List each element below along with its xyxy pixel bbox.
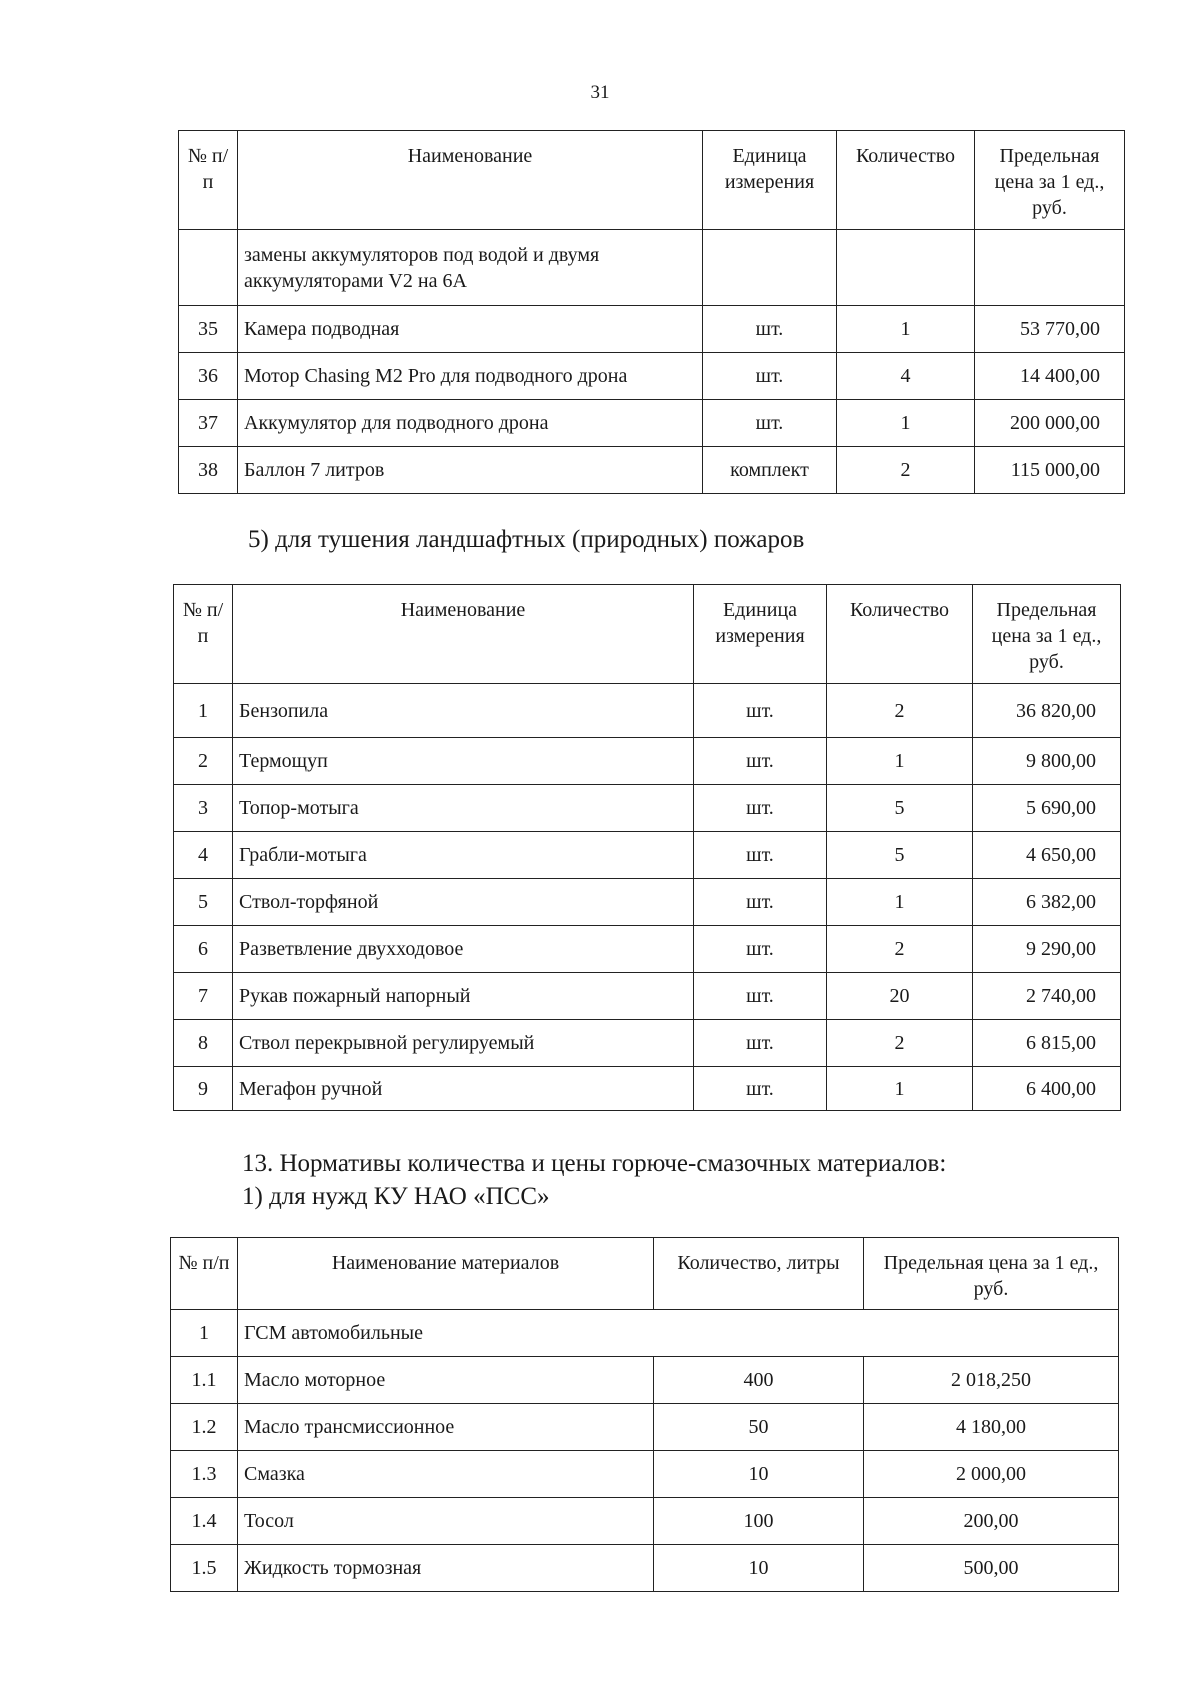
row-quantity: 4	[837, 353, 975, 400]
row-name: Мегафон ручной	[233, 1067, 694, 1111]
row-name: Ствол перекрывной регулируемый	[233, 1020, 694, 1067]
row-name: Термощуп	[233, 738, 694, 785]
group-name: ГСМ автомобильные	[238, 1310, 1119, 1357]
row-quantity: 2	[827, 1020, 973, 1067]
row-number: 37	[179, 400, 238, 447]
row-name: Баллон 7 литров	[238, 447, 703, 494]
section-heading-wildfire: 5) для тушения ландшафтных (природных) пожаров	[248, 526, 805, 553]
header-number: № п/п	[174, 585, 233, 684]
row-quantity: 2	[837, 447, 975, 494]
row-quantity: 1	[827, 738, 973, 785]
header-quantity: Количество	[837, 131, 975, 230]
row-name: Масло моторное	[238, 1357, 654, 1404]
table-row	[171, 1357, 1119, 1404]
table-row	[179, 230, 1125, 306]
table-row	[174, 738, 1121, 785]
row-name: Бензопила	[233, 684, 694, 738]
row-number: 36	[179, 353, 238, 400]
row-quantity: 5	[827, 832, 973, 879]
row-price: 2 000,00	[864, 1451, 1119, 1498]
header-price: Предельная цена за 1 ед., руб.	[864, 1238, 1119, 1310]
row-unit: шт.	[694, 926, 827, 973]
row-quantity: 1	[827, 1067, 973, 1111]
row-unit: шт.	[694, 1020, 827, 1067]
row-name: Масло трансмиссионное	[238, 1404, 654, 1451]
row-unit: шт.	[694, 1067, 827, 1111]
table-row	[171, 1451, 1119, 1498]
row-number: 9	[174, 1067, 233, 1111]
row-unit: шт.	[703, 306, 837, 353]
row-unit: шт.	[703, 353, 837, 400]
row-price: 36 820,00	[973, 684, 1121, 738]
table-header-row	[174, 585, 1121, 684]
row-name: Камера подводная	[238, 306, 703, 353]
row-unit: шт.	[694, 832, 827, 879]
row-unit: шт.	[703, 400, 837, 447]
row-name: Ствол-торфяной	[233, 879, 694, 926]
row-quantity: 20	[827, 973, 973, 1020]
table-header-row	[171, 1238, 1119, 1310]
table-row	[171, 1404, 1119, 1451]
section-heading-fuel-line1: 13. Нормативы количества и цены горюче-смазочных материалов:	[242, 1150, 947, 1177]
row-name: Грабли-мотыга	[233, 832, 694, 879]
row-number: 3	[174, 785, 233, 832]
header-material-name: Наименование материалов	[238, 1238, 654, 1310]
row-price: 6 382,00	[973, 879, 1121, 926]
row-quantity: 2	[827, 684, 973, 738]
row-price: 4 650,00	[973, 832, 1121, 879]
row-number: 5	[174, 879, 233, 926]
table-row	[171, 1498, 1119, 1545]
row-number: 1.4	[171, 1498, 238, 1545]
row-price: 53 770,00	[975, 306, 1125, 353]
row-quantity: 10	[654, 1451, 864, 1498]
row-number: 38	[179, 447, 238, 494]
row-price: 6 400,00	[973, 1067, 1121, 1111]
row-unit: шт.	[694, 785, 827, 832]
group-number: 1	[171, 1310, 238, 1357]
row-number: 1	[174, 684, 233, 738]
table-row	[174, 973, 1121, 1020]
table-row	[174, 1020, 1121, 1067]
row-quantity: 400	[654, 1357, 864, 1404]
table-row	[179, 447, 1125, 494]
header-name: Наименование	[233, 585, 694, 684]
section-heading-fuel	[242, 1148, 946, 1213]
row-unit: шт.	[694, 973, 827, 1020]
row-quantity: 10	[654, 1545, 864, 1592]
row-name: Топор-мотыга	[233, 785, 694, 832]
row-number: 8	[174, 1020, 233, 1067]
row-name: Тосол	[238, 1498, 654, 1545]
row-number: 1.2	[171, 1404, 238, 1451]
row-price: 5 690,00	[973, 785, 1121, 832]
row-price: 200 000,00	[975, 400, 1125, 447]
table-row	[174, 926, 1121, 973]
row-quantity: 1	[837, 400, 975, 447]
row-unit: шт.	[694, 879, 827, 926]
header-number: № п/п	[171, 1238, 238, 1310]
table-row	[174, 684, 1121, 738]
row-name: Разветвление двухходовое	[233, 926, 694, 973]
header-number: № п/п	[179, 131, 238, 230]
header-price: Предельная цена за 1 ед., руб.	[975, 131, 1125, 230]
table-group-row	[171, 1310, 1119, 1357]
header-price: Предельная цена за 1 ед., руб.	[973, 585, 1121, 684]
row-number: 4	[174, 832, 233, 879]
table-row	[179, 353, 1125, 400]
continuation-text: замены аккумуляторов под водой и двумя аккумуляторами V2 на 6А	[238, 230, 703, 306]
row-name: Аккумулятор для подводного дрона	[238, 400, 703, 447]
row-quantity: 100	[654, 1498, 864, 1545]
page-number: 31	[590, 82, 610, 103]
section-heading-fuel-line2: 1) для нужд КУ НАО «ПСС»	[242, 1182, 550, 1210]
table-row	[179, 400, 1125, 447]
row-name: Мотор Chasing M2 Pro для подводного дрона	[238, 353, 703, 400]
table-row	[174, 1067, 1121, 1111]
row-number: 2	[174, 738, 233, 785]
row-number: 1.1	[171, 1357, 238, 1404]
row-name: Смазка	[238, 1451, 654, 1498]
header-unit: Единица измерения	[694, 585, 827, 684]
row-price: 9 800,00	[973, 738, 1121, 785]
row-number: 6	[174, 926, 233, 973]
row-quantity: 2	[827, 926, 973, 973]
wildfire-equipment-table	[173, 584, 1121, 1111]
row-name: Рукав пожарный напорный	[233, 973, 694, 1020]
header-name: Наименование	[238, 131, 703, 230]
header-quantity-liters: Количество, литры	[654, 1238, 864, 1310]
row-quantity: 1	[837, 306, 975, 353]
table-row	[174, 879, 1121, 926]
table-header-row	[179, 131, 1125, 230]
row-price: 6 815,00	[973, 1020, 1121, 1067]
fuel-lubricants-table	[170, 1237, 1119, 1592]
table-row	[174, 832, 1121, 879]
header-unit: Единица измерения	[703, 131, 837, 230]
table-row	[174, 785, 1121, 832]
row-price: 2 740,00	[973, 973, 1121, 1020]
row-number: 1.3	[171, 1451, 238, 1498]
header-quantity: Количество	[827, 585, 973, 684]
row-number: 7	[174, 973, 233, 1020]
row-price: 115 000,00	[975, 447, 1125, 494]
row-price: 500,00	[864, 1545, 1119, 1592]
row-number: 35	[179, 306, 238, 353]
table-row	[179, 306, 1125, 353]
row-price: 200,00	[864, 1498, 1119, 1545]
row-number: 1.5	[171, 1545, 238, 1592]
table-row	[171, 1545, 1119, 1592]
equipment-table-continued	[178, 130, 1125, 494]
row-unit: шт.	[694, 738, 827, 785]
row-price: 9 290,00	[973, 926, 1121, 973]
row-unit: комплект	[703, 447, 837, 494]
row-quantity: 5	[827, 785, 973, 832]
row-price: 2 018,250	[864, 1357, 1119, 1404]
row-price: 14 400,00	[975, 353, 1125, 400]
row-quantity: 1	[827, 879, 973, 926]
row-quantity: 50	[654, 1404, 864, 1451]
row-price: 4 180,00	[864, 1404, 1119, 1451]
row-name: Жидкость тормозная	[238, 1545, 654, 1592]
row-unit: шт.	[694, 684, 827, 738]
